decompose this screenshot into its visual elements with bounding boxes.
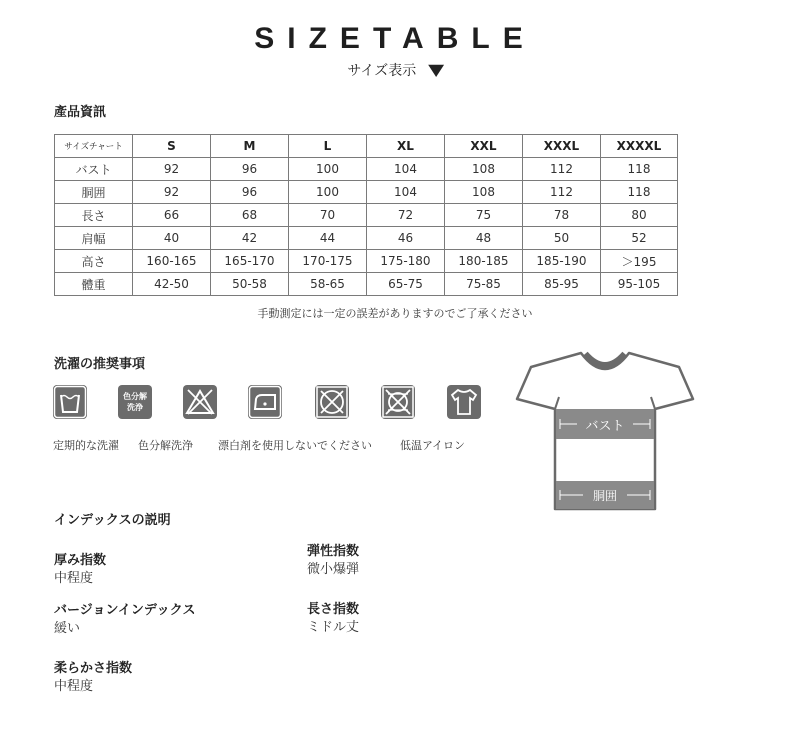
no-dryclean-icon (381, 385, 415, 419)
table-cell: 180-185 (445, 250, 523, 273)
row-label: 胴囲 (55, 181, 133, 204)
table-cell: 185-190 (523, 250, 601, 273)
index-label-elasticity: 弾性指数 (307, 544, 360, 559)
index-value-fit: 緩い (54, 621, 81, 636)
row-label: 高さ (55, 250, 133, 273)
table-cell: 112 (523, 158, 601, 181)
table-cell: 104 (367, 158, 445, 181)
color-separate-icon (118, 385, 152, 419)
waist-label: 胴囲 (592, 489, 617, 503)
table-row (55, 227, 678, 250)
table-header-row (55, 135, 678, 158)
table-cell: 170-175 (289, 250, 367, 273)
table-cell: 75 (445, 204, 523, 227)
product-info-heading: 產品資訊 (54, 105, 107, 120)
table-cell: 52 (601, 227, 678, 250)
care-label: 定期的な洗濯 (53, 439, 119, 452)
index-label-length: 長さ指数 (307, 602, 360, 617)
table-cell: ＞195 (601, 250, 678, 273)
care-label: 漂白剤を使用しないでください (218, 439, 372, 452)
index-value-thickness: 中程度 (54, 571, 94, 586)
size-header: M (211, 135, 289, 158)
size-header: XXL (445, 135, 523, 158)
no-bleach-icon (183, 385, 217, 419)
table-cell: 68 (211, 204, 289, 227)
table-corner-label: サイズチャート (55, 135, 133, 158)
table-cell: 72 (367, 204, 445, 227)
table-cell: 100 (289, 158, 367, 181)
table-row (55, 250, 678, 273)
index-label-fit: バージョンインデックス (54, 603, 196, 618)
table-cell: 92 (133, 158, 211, 181)
tshirt-diagram (515, 347, 695, 517)
size-table (54, 134, 678, 296)
table-cell: 66 (133, 204, 211, 227)
row-label: バスト (55, 158, 133, 181)
bust-label: バスト (585, 419, 625, 434)
row-label: 肩幅 (55, 227, 133, 250)
table-cell: 118 (601, 158, 678, 181)
table-cell: 95-105 (601, 273, 678, 296)
table-cell: 118 (601, 181, 678, 204)
care-label: 色分解洗浄 (138, 439, 193, 452)
table-row (55, 273, 678, 296)
chevron-down-icon: ▼ (428, 60, 445, 79)
table-cell: 48 (445, 227, 523, 250)
table-cell: 85-95 (523, 273, 601, 296)
row-label: 體重 (55, 273, 133, 296)
wash-tub-icon (53, 385, 87, 419)
size-header: XL (367, 135, 445, 158)
row-label: 長さ (55, 204, 133, 227)
table-cell: 50 (523, 227, 601, 250)
table-cell: 92 (133, 181, 211, 204)
table-cell: 165-170 (211, 250, 289, 273)
size-header: XXXXL (601, 135, 678, 158)
table-cell: 75-85 (445, 273, 523, 296)
table-cell: 160-165 (133, 250, 211, 273)
care-label: 低温アイロン (400, 439, 466, 452)
table-cell: 96 (211, 158, 289, 181)
table-cell: 42 (211, 227, 289, 250)
table-cell: 70 (289, 204, 367, 227)
table-cell: 50-58 (211, 273, 289, 296)
table-cell: 58-65 (289, 273, 367, 296)
table-cell: 108 (445, 181, 523, 204)
table-cell: 96 (211, 181, 289, 204)
shirt-icon (447, 385, 481, 419)
page-title: SIZETABLE (254, 22, 536, 55)
table-cell: 104 (367, 181, 445, 204)
table-cell: 80 (601, 204, 678, 227)
index-value-elasticity: 微小爆弾 (307, 562, 360, 577)
subtitle-text: サイズ表示 (347, 63, 417, 79)
color-separate-line1: 色分解 (123, 392, 147, 401)
table-cell: 175-180 (367, 250, 445, 273)
size-header: S (133, 135, 211, 158)
iron-icon (248, 385, 282, 419)
table-cell: 40 (133, 227, 211, 250)
index-heading: インデックスの説明 (54, 513, 171, 528)
table-cell: 112 (523, 181, 601, 204)
table-row (55, 181, 678, 204)
measurement-note: 手動測定には一定の誤差がありますのでご了承ください (257, 307, 533, 320)
color-separate-line2: 洗浄 (127, 403, 143, 412)
table-cell: 44 (289, 227, 367, 250)
index-value-length: ミドル丈 (307, 620, 360, 635)
table-cell: 100 (289, 181, 367, 204)
no-tumble-dry-icon (315, 385, 349, 419)
table-cell: 42-50 (133, 273, 211, 296)
table-cell: 78 (523, 204, 601, 227)
table-row (55, 158, 678, 181)
care-heading: 洗濯の推奨事項 (54, 357, 146, 372)
size-header: L (289, 135, 367, 158)
table-cell: 46 (367, 227, 445, 250)
index-label-thickness: 厚み指数 (54, 553, 107, 568)
table-cell: 108 (445, 158, 523, 181)
subtitle (0, 60, 790, 80)
index-value-softness: 中程度 (54, 679, 94, 694)
table-row (55, 204, 678, 227)
size-header: XXXL (523, 135, 601, 158)
table-cell: 65-75 (367, 273, 445, 296)
index-label-softness: 柔らかさ指数 (54, 661, 133, 676)
